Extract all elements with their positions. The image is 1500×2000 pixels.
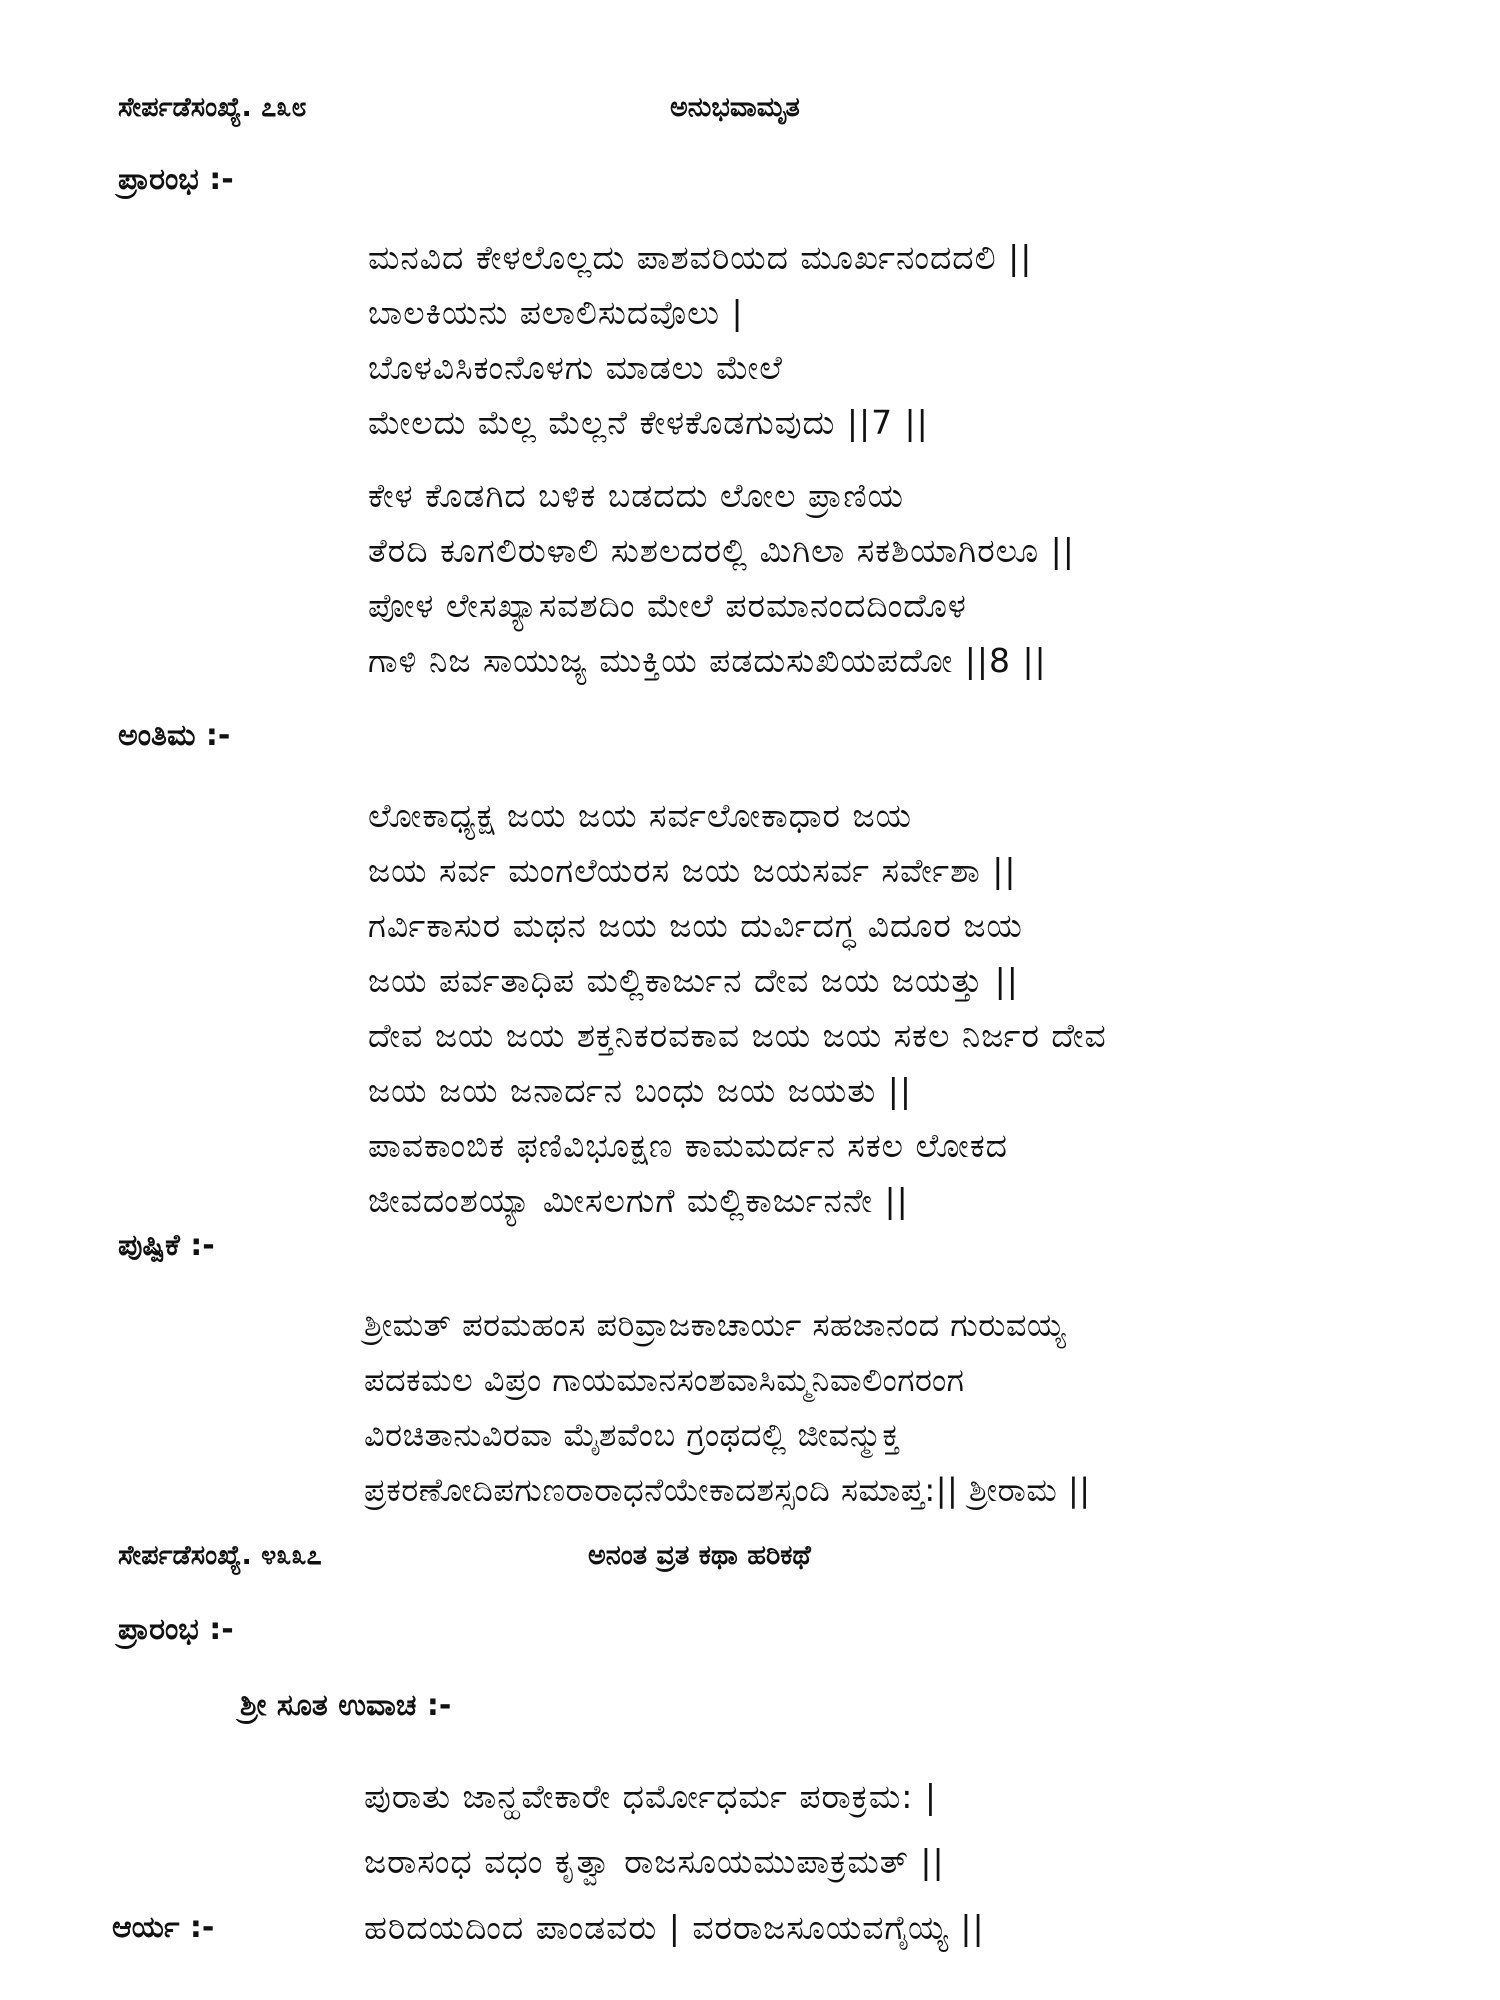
verse-line: ಕೇಳ ಕೊಡಗಿದ ಬಳಿಕ ಬಡದದು ಲೋಲ ಪ್ರಾಣಿಯ bbox=[368, 476, 904, 515]
verse-line: ಗಾಳಿ ನಿಜ ಸಾಯುಜ್ಯ ಮುಕ್ತಿಯ ಪಡದುಸುಖಿಯಪದೋ ||8 || bbox=[368, 641, 1047, 680]
verse-line: ಶ್ರೀಮತ್ ಪರಮಹಂಸ ಪರಿವ್ರಾಜಕಾಚಾರ್ಯ ಸಹಜಾನಂದ ಗುರುವಯ್ಯ bbox=[364, 1306, 1067, 1344]
entry1-colophon-verses bbox=[364, 1298, 1091, 1518]
verse-line: ತೆರದಿ ಕೂಗಲಿರುಳಾಲಿ ಸುಶಲದರಲ್ಲಿ ಮಿಗಿಲಾ ಸಕಶಿಯಾಗಿರಲೂ || bbox=[368, 531, 1075, 570]
entry2-start-label: ಪ್ರಾರಂಭ :- bbox=[118, 1612, 234, 1647]
entry1-title: ಅನುಭವಾಮೃತ bbox=[670, 92, 800, 123]
entry2-title: ಅನಂತ ವ್ರತ ಕಥಾ ಹರಿಕಥೆ bbox=[588, 1540, 811, 1571]
verse-line: ಬಾಲಕಿಯನು ಪಲಾಲಿಸುದವೊಲು | bbox=[368, 293, 744, 332]
entry2-serial: ಸೇರ್ಪಡೆಸಂಖ್ಯೆ. ೪೩೩೭ bbox=[118, 1540, 322, 1571]
entry1-serial: ಸೇರ್ಪಡೆಸಂಖ್ಯೆ. ೭೩೮ bbox=[118, 92, 307, 123]
entry1-start-verses-b bbox=[368, 468, 1075, 688]
verse-line: ಜರಾಸಂಧ ವಧಂ ಕೃತ್ವಾ ರಾಜಸೂಯಮುಪಾಕ್ರಮತ್ || bbox=[364, 1842, 945, 1881]
entry2-start-verses bbox=[364, 1760, 945, 1889]
entry1-colophon-label: ಪುಷ್ಪಿಕೆ :- bbox=[118, 1228, 215, 1263]
entry2-arya-verse bbox=[364, 1900, 985, 1955]
verse-line: ಬೊಳವಿಸಿಕಂನೊಳಗು ಮಾಡಲು ಮೇಲೆ bbox=[368, 348, 783, 387]
verse-line: ಲೋಕಾಧ್ಯಕ್ಷ ಜಯ ಜಯ ಸರ್ವಲೋಕಾಧಾರ ಜಯ bbox=[368, 796, 913, 835]
verse-line: ಜಯ ಸರ್ವ ಮಂಗಲೆಯರಸ ಜಯ ಜಯಸರ್ವ ಸರ್ವೇಶಾ || bbox=[368, 851, 1017, 890]
verse-line: ದೇವ ಜಯ ಜಯ ಶಕ್ತನಿಕರವಕಾವ ಜಯ ಜಯ ಸಕಲ ನಿರ್ಜರ ದೇವ bbox=[368, 1016, 1107, 1055]
verse-line: ಜೀವದಂಶಯ್ಯಾ ಮೀಸಲಗುಗೆ ಮಲ್ಲಿಕಾರ್ಜುನನೇ || bbox=[368, 1181, 909, 1220]
entry1-start-label: ಪ್ರಾರಂಭ :- bbox=[118, 162, 234, 197]
verse-line: ಪೋಳ ಲೇಸಖ್ಯಾಸವಶದಿಂ ಮೇಲೆ ಪರಮಾನಂದದಿಂದೊಳ bbox=[368, 586, 967, 625]
verse-line: ಗರ್ವಿಕಾಸುರ ಮಥನ ಜಯ ಜಯ ದುರ್ವಿದಗ್ಧ ವಿದೂರ ಜಯ bbox=[368, 906, 1023, 945]
verse-line: ಮನವಿದ ಕೇಳಲೊಲ್ಲದು ಪಾಶವರಿಯದ ಮೂರ್ಖನಂದದಲಿ || bbox=[368, 238, 1033, 277]
verse-line: ಜಯ ಜಯ ಜನಾರ್ದನ ಬಂಧು ಜಯ ಜಯತು || bbox=[368, 1071, 912, 1110]
verse-line: ಹರಿದಯದಿಂದ ಪಾಂಡವರು | ವರರಾಜಸೂಯವಗೈಯ್ಯ || bbox=[364, 1908, 985, 1947]
entry2-speaker: ಶ್ರೀ ಸೂತ ಉವಾಚ :- bbox=[240, 1688, 452, 1723]
entry1-end-verses bbox=[368, 788, 1107, 1228]
verse-line: ಪ್ರಕರಣೋದಿಪಗುಣರಾರಾಧನೆಯೇಕಾದಶಸ್ಸಂದಿ ಸಮಾಪ್ತ:|| ಶ್ರೀರಾಮ || bbox=[364, 1471, 1091, 1509]
verse-line: ಪದಕಮಲ ವಿಪ್ರಂ ಗಾಯಮಾನಸಂಶವಾಸಿಮ್ಮನಿವಾಲಿಂಗರಂಗ bbox=[364, 1361, 965, 1399]
verse-line: ಜಯ ಪರ್ವತಾಧಿಪ ಮಲ್ಲಿಕಾರ್ಜುನ ದೇವ ಜಯ ಜಯತ್ತು || bbox=[368, 961, 1019, 1000]
verse-line: ಮೇಲದು ಮೆಲ್ಲ ಮೆಲ್ಲನೆ ಕೇಳಕೊಡಗುವುದು ||7 || bbox=[368, 403, 929, 442]
entry1-end-label: ಅಂತಿಮ :- bbox=[118, 718, 231, 753]
verse-line: ವಿರಚಿತಾನುವಿರವಾ ಮೈಶವೆಂಬ ಗ್ರಂಥದಲ್ಲಿ ಜೀವನ್ಮುಕ್ತ bbox=[364, 1416, 901, 1454]
entry2-arya-label: ಆರ್ಯ :- bbox=[112, 1910, 215, 1945]
verse-line: ಪುರಾತು ಜಾನ್ಹವೇಕಾರೇ ಧರ್ಮೋಧರ್ಮ ಪರಾಕ್ರಮ: | bbox=[364, 1777, 937, 1816]
verse-line: ಪಾವಕಾಂಬಿಕ ಫಣಿವಿಭೂಕ್ಷಣ ಕಾಮಮರ್ದನ ಸಕಲ ಲೋಕದ bbox=[368, 1126, 1008, 1165]
entry1-start-verses-a bbox=[368, 230, 1032, 450]
